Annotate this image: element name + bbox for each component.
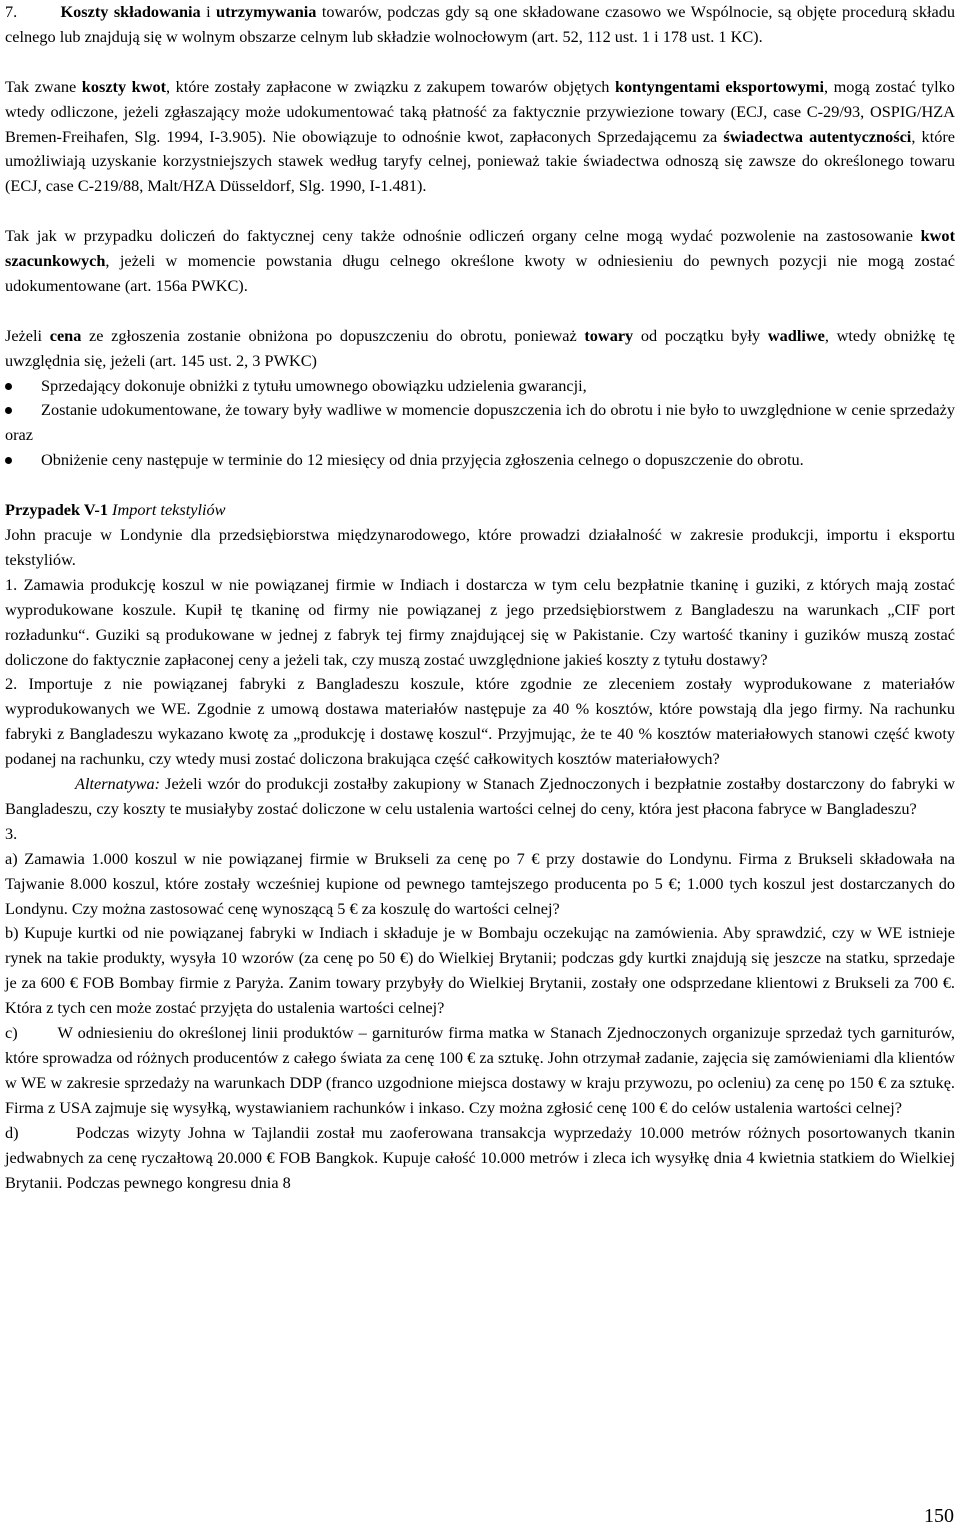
case-item-3d: d) Podczas wizyty Johna w Tajlandii został mu zaoferowana transakcja wyprzedaży 10.000 metrów różnych posortowanych tkanin jedwabnych za cenę ryczałtową 20.000 € FOB Bangkok. Kupuje całość 10.000 metrów i zleca ich wysyłkę dnia 4 kwietnia statkiem do Wielkiej Brytanii. Podczas pewnego kongresu dnia 8 [5, 1122, 960, 1192]
bullet-text: Sprzedający dokonuje obniżki z tytułu umownego obowiązku udzielenia gwarancji, [41, 375, 587, 395]
bullet-item [5, 398, 955, 448]
text-run: , wtedy obniżkę tę uwzględnia się, jeżeli (art. 145 ust. 2, 3 PWKC) [5, 325, 955, 370]
bold-term: kontyngentami eksportowymi [614, 76, 824, 96]
paragraph-quota-costs [5, 75, 955, 200]
paragraph-price-reduction [5, 324, 955, 374]
text-run: Jeżeli [5, 325, 50, 345]
bullet-item [5, 448, 955, 473]
item-number: 7. [5, 2, 18, 21]
bold-term: wadliwe [767, 325, 825, 345]
text-run: ze zgłoszenia zostanie obniżona po dopuszczeniu do obrotu, ponieważ [81, 325, 585, 345]
case-alternative [5, 772, 955, 822]
paragraph-storage-costs [5, 0, 955, 50]
paragraph-estimated-amounts [5, 224, 955, 299]
page-number: 150 [924, 1505, 954, 1527]
text-run: Tak zwane [5, 76, 82, 96]
text-run: Jeżeli wzór do produkcji zostałby zakupiony w Stanach Zjednoczonych i bezpłatnie zostałby dostarczony do fabryki w Bangladeszu, czy koszty te musiałyby zostać doliczone w celu ustalenia wartości celnej do ceny, która jest płacona fabryce w Bangladeszu? [5, 774, 955, 818]
case-item-3b: b) Kupuje kurtki od nie powiązanej fabryki w Indiach i składuje je w Bombaju oczekując na zamówienia. Aby sprawdzić, czy w WE istnieje rynek na takie produkty, wysyła 10 wzorów (za cenę po 50 €) do Wielkiej Brytanii; podczas gdy kurtki znajdują się jeszcze na statku, sprzedaje je za 600 € FOB Bombay firmie z Paryża. Zanim towary przybyły do Wielkiej Brytanii, zostały one odsprzedane klientowi z Brukseli za 700 €. Która z tych cen może zostać przyjęta do ustalenia wartości celnej? [5, 923, 955, 1018]
bullet-dot-icon [5, 383, 12, 390]
case-item-2: 2. Importuje z nie powiązanej fabryki z Bangladeszu koszule, które zgodnie ze zleceniem zostały wyprodukowane z materiałów wyprodukowanych we WE. Zgodnie z umową dostawa materiałów następuje za 40 % kosztów, które powstają dla jego firmy. Na rachunku fabryki z Bangladeszu wykazano kwotę za „produkcję i dostawę koszul“. Przyjmując, że te 40 % kosztów materiałowych stanowi część kwoty podanej na rachunku, czy wtedy musi zostać doliczona brakująca część całkowitych kosztów materiałowych? [5, 674, 955, 769]
bold-term: utrzymywania [216, 2, 317, 21]
text-run: towarów, podczas gdy są one składowane czasowo we Wspólnocie, są objęte procedurą składu celnego lub znajdują się w wolnym obszarze celnym lub składzie wolnocłowym (art. 52, 112 ust. 1 i 178 ust. 1 KC). [5, 2, 956, 46]
bold-term: świadectwa autentyczności [723, 126, 912, 146]
text-run: , które zostały zapłacone w związku z zakupem towarów objętych [166, 76, 615, 96]
bullet-text: Obniżenie ceny następuje w terminie do 12 miesięcy od dnia przyjęcia zgłoszenia celnego o dopuszczenie do obrotu. [41, 450, 804, 470]
bullet-dot-icon [5, 407, 12, 414]
case-intro: John pracuje w Londynie dla przedsiębiorstwa międzynarodowego, które prowadzi działalność w zakresie produkcji, importu i eksportu tekstyliów. [5, 524, 955, 569]
bold-term: koszty kwot [81, 76, 167, 96]
bullet-text: Zostanie udokumentowane, że towary były wadliwe w momencie dopuszczenia ich do obrotu i nie było to uwzględnione w cenie sprzedaży oraz [5, 400, 955, 445]
text-run: , mogą zostać tylko wtedy odliczone, jeżeli zgłaszający może udokumentować taką płatność za faktycznie przywiezione towary (ECJ, case C-29/93, OSPIG/HZA Bremen-Freihafen, Slg. 1994, I-3.905). Nie obowiązuje to odnośnie kwot, zapłaconych Sprzedającemu za [5, 76, 955, 146]
bold-term: kwot szacunkowych [5, 226, 955, 271]
bullet-dot-icon [5, 457, 12, 464]
case-item-3a: a) Zamawia 1.000 koszul w nie powiązanej firmie w Brukseli za cenę po 7 € przy dostawie do Londynu. Firma z Brukseli składowała na Tajwanie 8.000 koszul, które zostały wcześniej kupione od pewnego tamtejszego producenta po 5 €; 1.000 tych koszul jest dostarczanych do Londynu. Czy można zastosować cenę wynoszącą 5 € za koszulę do wartości celnej? [5, 848, 955, 918]
case-item-3c: c) W odniesieniu do określonej linii produktów – garniturów firma matka w Stanach Zjednoczonych organizuje sprzedaż tych garniturów, które sprowadza od różnych producentów z całego świata za cenę 100 € za sztukę. John otrzymał zadanie, zajęcia się zamówieniami dla klientów w WE w zakresie sprzedaży na warunkach DDP (franco uzgodnione miejsca dostawy w kraju przywozu, po ocleniu) za cenę po 150 € za sztukę. Firma z USA zajmuje się wysyłką, wystawianiem rachunków i inkaso. Czy można zgłosić cenę 100 € do celów ustalenia wartości celnej? [5, 1023, 960, 1117]
text-run: Tak jak w przypadku doliczeń do faktycznej ceny także odnośnie odliczeń organy celne mogą wydać pozwolenie na zastosowanie [5, 226, 921, 246]
case-heading [5, 498, 955, 523]
bold-term: towary [584, 325, 634, 345]
text-run: , które umożliwiają uzyskanie korzystniejszych stawek według taryfy celnej, ponieważ takie świadectwa odnoszą się zawsze do określonego towaru (ECJ, case C-219/88, Malt/HZA Düsseldorf, Slg. 1990, I-1.481). [5, 126, 956, 196]
bold-term: cena [49, 325, 82, 345]
text-run: od początku były [633, 325, 768, 345]
case-item-3: 3. [5, 823, 18, 843]
bold-term: Koszty składowania [60, 2, 201, 21]
case-title: Przypadek V-1 [5, 500, 108, 520]
case-item-1: 1. Zamawia produkcję koszul w nie powiązanej firmie w Indiach i dostarcza w tym celu bezpłatnie tkaninę i guziki, z których mają zostać wyprodukowane koszule. Kupił tę tkaninę od firmy nie powiązanej z jego przedsiębiorstwem z Bangladeszu na warunkach „CIF port rozładunku“. Guziki są produkowane w jednej z fabryk tej firmy znajdującej się w Pakistanie. Czy wartość tkaniny i guzików muszą zostać doliczone do faktycznie zapłaconej ceny a jeżeli tak, czy muszą zostać uwzględnione jakieś koszty z tytułu dostawy? [5, 574, 955, 669]
text-run: , jeżeli w momencie powstania długu celnego określone kwoty w odniesieniu do pewnych pozycji nie mogą zostać udokumentowane (art. 156a PWKC). [5, 251, 955, 295]
alternative-label: Alternatywa: [75, 774, 161, 794]
case-subtitle: Import tekstyliów [112, 500, 226, 520]
text-run: i [200, 2, 217, 21]
bullet-item [5, 374, 955, 399]
document-body [5, 0, 960, 1195]
